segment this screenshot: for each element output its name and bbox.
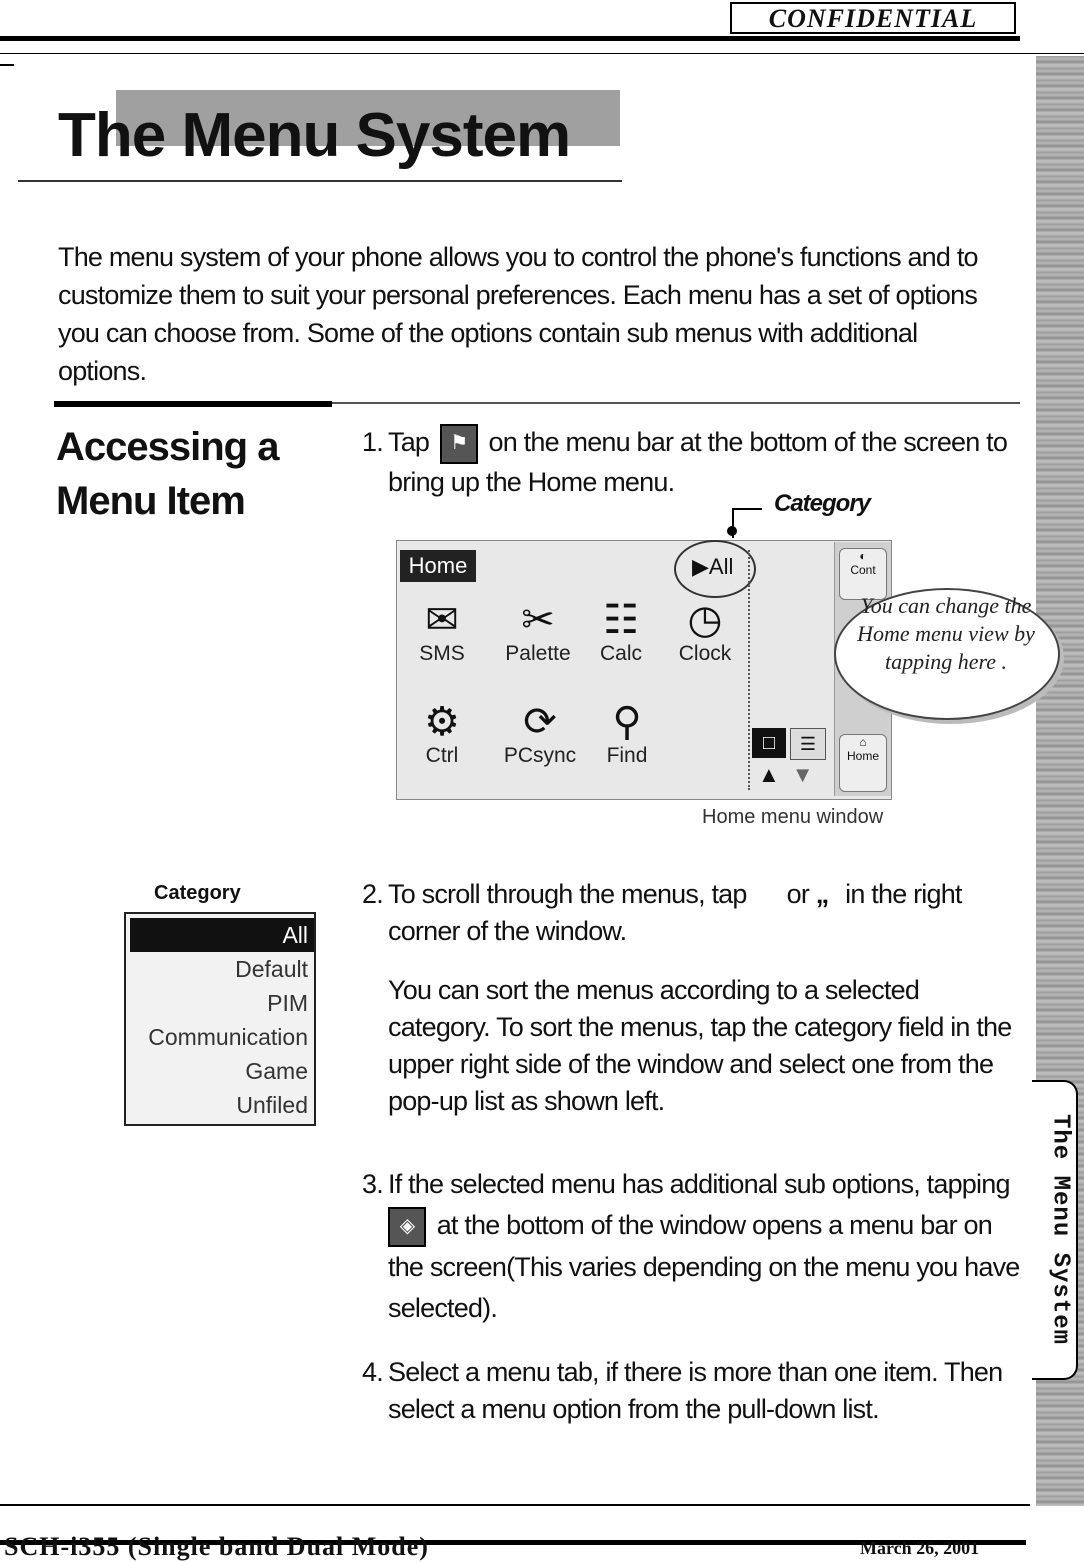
triangle-right-icon: ▶ — [692, 554, 709, 579]
category-value: All — [708, 554, 734, 579]
step-text: at the bottom of the window opens a menu bar on — [436, 1210, 992, 1240]
header-rule-thin — [0, 53, 1084, 54]
scroll-down-symbol: „ — [815, 879, 829, 909]
step-number: 1. — [362, 427, 383, 458]
home-window-title: Home — [400, 550, 476, 582]
margin-tick — [0, 64, 14, 66]
app-item[interactable] — [592, 700, 662, 768]
step-4 — [362, 1354, 1022, 1428]
section-rule-accent — [54, 401, 332, 407]
home-menu-icon: ⚑ — [440, 424, 478, 464]
step-number: 2. — [362, 879, 383, 909]
sync-icon: ⟳ — [523, 700, 557, 744]
step-number: 3. — [362, 1169, 383, 1199]
menu-icon: ◈ — [388, 1207, 426, 1247]
tab-home[interactable] — [839, 734, 887, 792]
tab-cont-label: Cont — [850, 563, 876, 577]
intro-paragraph: The menu system of your phone allows you to control the phone's functions and to customize them to suit your personal preferences. Each menu has a set of options you can choose from. Some of the options contain sub menus with additional options. — [58, 242, 978, 386]
category-item-default[interactable]: Default — [235, 956, 308, 982]
clock-icon: ◷ — [687, 598, 723, 642]
tab-home-label: Home — [846, 749, 879, 763]
app-label: PCsync — [503, 744, 577, 767]
step-text: in the right — [845, 879, 962, 909]
section-heading — [56, 420, 278, 528]
app-item[interactable] — [498, 598, 578, 666]
home-window-divider — [748, 550, 750, 790]
step-3 — [362, 1164, 1022, 1329]
category-item-all[interactable]: All — [130, 918, 314, 952]
category-list — [124, 912, 316, 1126]
footer-model: SCH-i355 (Single band Dual Mode) — [4, 1532, 429, 1561]
callout-line — [732, 508, 762, 510]
list-icon: ☰ — [799, 734, 817, 754]
app-label: SMS — [419, 642, 465, 665]
page-title: The Menu System — [58, 101, 571, 170]
icon-view-button[interactable] — [752, 728, 786, 758]
step-2-paragraph: You can sort the menus according to a selected category. To sort the menus, tap the category field in the upper right side of the window and select one from the pop-up list as shown left. — [388, 975, 1012, 1116]
app-item[interactable] — [498, 700, 582, 768]
step-text: or — [786, 879, 810, 909]
app-label: Calc — [599, 642, 642, 665]
step-text: the screen(This varies depending on the menu you have — [388, 1251, 1020, 1282]
view-controls — [752, 728, 826, 788]
step-text: To scroll through the menus, tap — [388, 879, 747, 909]
category-list-title: Category — [154, 882, 241, 904]
header-rule — [0, 36, 1020, 41]
footer-rule — [0, 1504, 1030, 1506]
home-window-caption: Home menu window — [702, 806, 884, 828]
app-label: Clock — [678, 642, 732, 665]
app-item[interactable] — [586, 598, 656, 666]
category-item-unfiled[interactable]: Unfiled — [236, 1092, 308, 1118]
speech-bubble-text: You can change the Home menu view by tapping here . — [857, 593, 1035, 674]
section-heading-line2: Menu Item — [56, 479, 245, 523]
sidebar-label: The Menu System — [1046, 1114, 1074, 1346]
step-1 — [362, 424, 1022, 501]
step-text: select a menu option from the pull-down list. — [388, 1394, 879, 1424]
step-text: on the menu bar at the bottom of the screen to — [488, 427, 1008, 458]
envelope-icon: ✉ — [425, 598, 459, 642]
category-selector[interactable] — [692, 554, 733, 580]
step-text: selected). — [388, 1292, 498, 1323]
gears-icon: ⚙ — [424, 700, 460, 744]
calculator-icon: ☷ — [603, 598, 639, 642]
step-2 — [362, 876, 1022, 1120]
step-text: If the selected menu has additional sub options, tapping — [388, 1169, 1010, 1199]
contrast-icon: ◐ — [859, 549, 867, 563]
category-item-game[interactable]: Game — [245, 1058, 308, 1084]
scroll-up-arrow-icon[interactable]: ▲ — [758, 762, 780, 787]
step-text: Select a menu tab, if there is more than one item. Then — [388, 1357, 1003, 1387]
app-label: Palette — [505, 642, 571, 665]
app-label: Find — [606, 744, 648, 767]
callout-dot — [727, 526, 737, 536]
magnifier-icon: ⚲ — [612, 700, 642, 744]
category-item-pim[interactable]: PIM — [267, 990, 308, 1016]
app-item[interactable] — [404, 700, 480, 768]
step-number: 4. — [362, 1357, 383, 1387]
home-icon: ⌂ — [859, 735, 867, 749]
app-item[interactable] — [404, 598, 480, 666]
category-callout-label: Category — [774, 490, 871, 517]
palette-icon: ✂ — [521, 598, 555, 642]
step-text: corner of the window. — [388, 916, 627, 946]
step-text: Tap — [388, 427, 430, 458]
step-text: bring up the Home menu. — [388, 467, 675, 497]
section-heading-line1: Accessing a — [56, 425, 279, 469]
scroll-down-arrow-icon[interactable]: ▼ — [791, 762, 814, 787]
monitor-icon: □ — [762, 732, 776, 754]
title-rule — [18, 180, 622, 182]
category-item-communication[interactable]: Communication — [148, 1024, 308, 1050]
app-item[interactable] — [670, 598, 740, 666]
app-label: Ctrl — [425, 744, 459, 767]
footer-date: March 26, 2001 — [860, 1538, 980, 1558]
confidential-label: CONFIDENTIAL — [730, 2, 1016, 34]
list-view-button[interactable] — [790, 728, 826, 760]
